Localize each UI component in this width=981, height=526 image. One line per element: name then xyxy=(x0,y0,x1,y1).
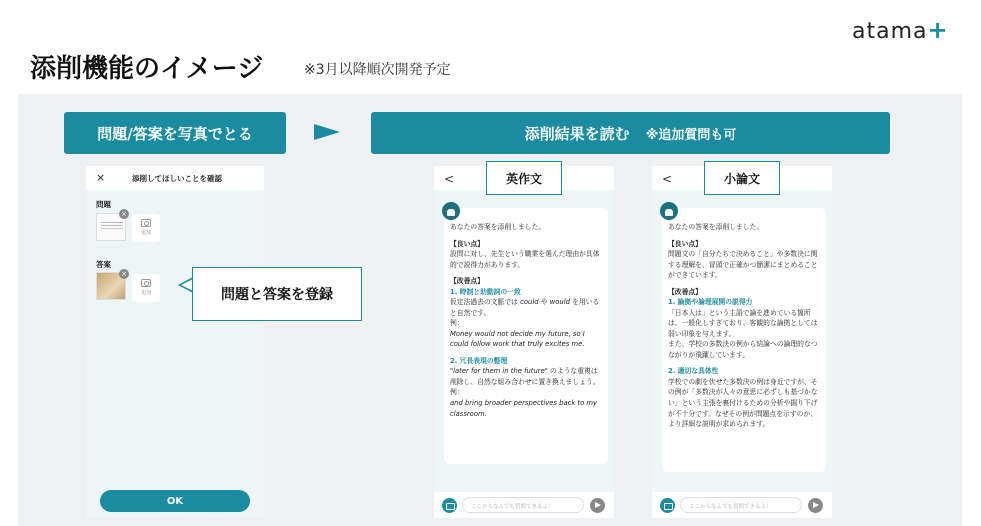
item1-text2: また、学校の多数決の例から結論への論理的なつながりが飛躍しています。 xyxy=(668,340,818,359)
item1-title: 1. 時制と助動詞の一致 xyxy=(450,287,521,296)
atama-plus-logo: atama+ xyxy=(852,16,949,44)
english-composition-tag: 英作文 xyxy=(486,161,562,195)
step-take-photo: 問題/答案を写真でとる xyxy=(64,112,286,154)
step-read-results xyxy=(371,112,890,154)
register-callout: 問題と答案を登録 xyxy=(192,267,362,321)
schedule-note: ※3月以降順次開発予定 xyxy=(304,62,451,78)
improve-heading: 【改善点】 xyxy=(668,287,702,296)
header-title: 添削してほしいことを確認 xyxy=(132,174,222,183)
ex1-text: Money would not decide my future, so I could follow work that truly excites me. xyxy=(450,329,585,349)
item2-title: 2. 冗長表現の整理 xyxy=(450,356,508,365)
camera-icon[interactable] xyxy=(442,498,457,513)
problem-label: 問題 xyxy=(96,200,111,209)
ex1-label: 例： xyxy=(450,319,464,328)
add-problem-button[interactable]: 追加 xyxy=(132,214,160,242)
intro-text: あなたの答案を添削しました。 xyxy=(668,223,764,231)
phone-english-result xyxy=(434,166,614,518)
tutor-avatar xyxy=(442,202,460,220)
back-icon[interactable]: < xyxy=(444,172,455,186)
item1-text: 仮定法過去の文脈では could や would を用いると自然です。 xyxy=(450,298,600,317)
send-icon[interactable] xyxy=(590,498,605,513)
chat-footer xyxy=(434,492,614,518)
remove-answer-icon[interactable]: × xyxy=(119,269,129,279)
camera-icon[interactable] xyxy=(660,498,675,513)
phone-header xyxy=(86,166,264,190)
send-icon[interactable] xyxy=(808,498,823,513)
phone-essay-result xyxy=(652,166,832,518)
good-heading: 【良い点】 xyxy=(450,239,484,248)
feedback-bubble xyxy=(662,208,826,472)
camera-icon xyxy=(141,279,151,287)
step-read-results-label: 添削結果を読む xyxy=(524,124,630,143)
item1-text1: 「日本人は」という主語で論を進めている箇所は、一般化しすぎており、客観的な論拠としては弱い印象を与えます。 xyxy=(668,308,818,338)
back-icon[interactable]: < xyxy=(662,172,673,186)
feedback-bubble xyxy=(444,208,608,464)
ex2-text: and bring broader perspectives back to my classroom. xyxy=(450,398,598,418)
good-text: 設問に対し、先生という職業を選んだ理由が具体的で説得力があります。 xyxy=(450,250,600,269)
question-input[interactable]: ここからなんでも質問できるよ！ xyxy=(680,497,802,513)
intro-text: あなたの答案を添削しました。 xyxy=(450,223,546,231)
ok-button[interactable]: OK xyxy=(100,490,250,512)
improve-heading: 【改善点】 xyxy=(450,277,484,286)
ex2-label: 例： xyxy=(450,388,464,397)
answer-label: 答案 xyxy=(96,260,111,269)
item2-title: 2. 適切な具体性 xyxy=(668,367,719,376)
tutor-avatar xyxy=(660,202,678,220)
item2-text: "later for them in the future" のような重複は削除し、自然な組み合わせに置き換えましょう。 xyxy=(450,367,600,386)
chat-footer xyxy=(652,492,832,518)
item1-title: 1. 論拠や論理展開の説得力 xyxy=(668,298,753,307)
remove-problem-icon[interactable]: × xyxy=(119,209,129,219)
essay-tag: 小論文 xyxy=(704,161,780,195)
arrow-right-icon xyxy=(314,124,340,140)
close-icon[interactable]: × xyxy=(96,171,106,184)
add-answer-button[interactable]: 追加 xyxy=(132,274,160,302)
item2-text: 学校での劇を伏せた多数決の例は身近ですが、その例が「多数決が人々の意思に必ずしも基づかない」という主張を裏付けるための分析や掘り下げが不十分です。なぜその例が問題点を示すのか、より詳細な説明が求められます。 xyxy=(668,377,818,429)
question-input[interactable]: ここからなんでも質問できるよ！ xyxy=(462,497,584,513)
page-title: 添削機能のイメージ xyxy=(30,54,264,84)
phone-upload-screen xyxy=(86,166,264,518)
good-heading: 【良い点】 xyxy=(668,239,702,248)
step-read-results-sub: ※追加質問も可 xyxy=(645,127,737,143)
good-text: 問題文の「自分たちで決めること」や多数決に関する理解を、冒頭で正確かつ簡潔にまとめることができています。 xyxy=(668,250,818,280)
camera-icon xyxy=(141,219,151,227)
